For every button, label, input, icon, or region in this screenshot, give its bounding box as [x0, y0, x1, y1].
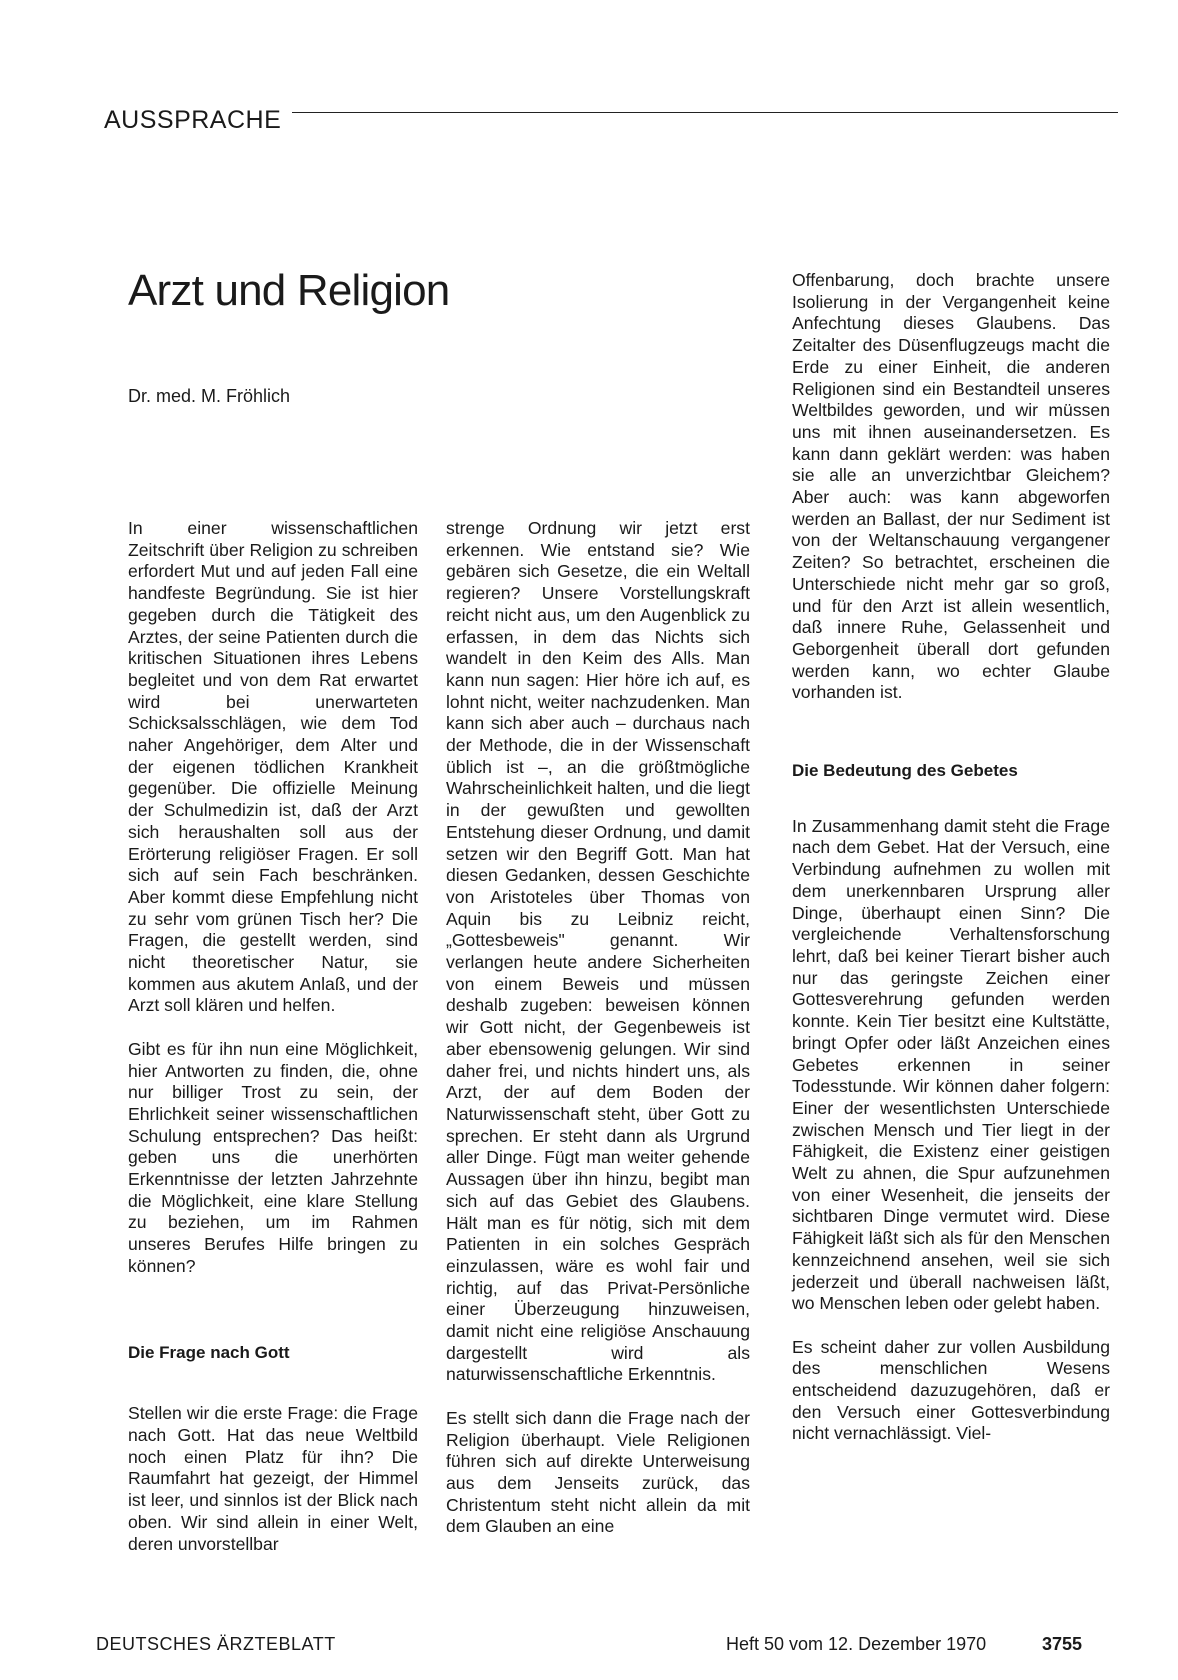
text-column-1: [128, 518, 418, 1577]
paragraph: In Zusammenhang damit steht die Frage nach dem Gebet. Hat der Versuch, eine Verbindung aufnehmen zu wollen mit dem unerkennbaren Ursprung aller Dinge, überhaupt einen Sinn? Die vergleichende Verhaltensforschung lehrt, daß bei keiner Tierart bisher auch nur das geringste Zeichen einer Gottesverehrung gefunden werden konnte. Kein Tier besitzt eine Kultstätte, bringt Opfer oder läßt Anzeichen eines Gebetes erkennen in seiner Todesstunde. Wir können daher folgern: Einer der wesentlichsten Unterschiede zwischen Mensch und Tier liegt in der Fähigkeit, die Existenz einer geistigen Welt zu ahnen, die Spur aufzunehmen von einer Wesenheit, die jenseits der sichtbaren Dinge vermutet wird. Diese Fähigkeit läßt sich als für den Menschen kennzeichnend ansehen, weil sie sich jederzeit und überall nachweisen läßt, wo Menschen leben oder gelebt haben.: [792, 815, 1110, 1314]
header-rule: [292, 112, 1118, 113]
paragraph: Gibt es für ihn nun eine Möglichkeit, hier Antworten zu finden, die, ohne nur billiger Trost zu sein, der Ehrlichkeit seiner wissenschaftlichen Schulung entsprechen? Das heißt: geben uns die unerhörten Erkenntnisse der letzten Jahrzehnte die Möglichkeit, eine klare Stellung zu beziehen, um im Rahmen unseres Berufes Hilfe bringen zu können?: [128, 1038, 418, 1276]
section-heading: Die Frage nach Gott: [128, 1342, 290, 1362]
paragraph: In einer wissenschaftlichen Zeitschrift über Religion zu schreiben erfordert Mut und auf jeden Fall eine handfeste Begründung. Sie ist hier gegeben durch die Tätigkeit des Arztes, der seine Patienten durch die kritischen Situationen ihres Lebens begleitet und von dem Rat erwartet wird bei unerwarteten Schicksalsschlägen, wie dem Tod naher Angehöriger, dem Alter und der eigenen tödlichen Krankheit gegenüber. Die offizielle Meinung der Schulmedizin ist, daß der Arzt sich heraushalten soll aus der Erörterung religiöser Fragen. Er soll sich auf sein Fach beschränken. Aber kommt diese Empfehlung nicht zu sehr vom grünen Tisch her? Die Fragen, die gestellt werden, sind nicht theoretischer Natur, sie kommen aus akutem Anlaß, und der Arzt soll klären und helfen.: [128, 518, 418, 1016]
page-number: 3755: [1042, 1634, 1083, 1654]
paragraph: Stellen wir die erste Frage: die Frage nach Gott. Hat das neue Weltbild noch einen Platz für ihn? Die Raumfahrt hat gezeigt, der Himmel ist leer, und sinnlos ist der Blick nach oben. Wir sind allein in einer Welt, deren unvorstellbar: [128, 1403, 418, 1554]
article-author: Dr. med. M. Fröhlich: [128, 386, 291, 406]
section-heading: Die Bedeutung des Gebetes: [792, 761, 1018, 781]
article-title: Arzt und Religion: [128, 266, 450, 315]
issue-info: Heft 50 vom 12. Dezember 1970: [726, 1634, 987, 1654]
section-label: AUSSPRACHE: [104, 106, 282, 134]
paragraph: Es scheint daher zur vollen Ausbildung des menschlichen Wesens entscheidend dazuzugehören, daß er den Versuch einer Gottesverbindung nicht vernachlässigt. Viel-: [792, 1336, 1110, 1444]
paragraph: Es stellt sich dann die Frage nach der Religion überhaupt. Viele Religionen führen sich auf direkte Unterweisung aus dem Jenseits zurück, das Christentum steht nicht allein da mit dem Glauben an eine: [446, 1407, 750, 1537]
journal-name: DEUTSCHES ÄRZTEBLATT: [96, 1634, 336, 1654]
paragraph: strenge Ordnung wir jetzt erst erkennen. Wie entstand sie? Wie gebären sich Gesetze, die ein Weltall regieren? Unsere Vorstellungskraft reicht nicht aus, um den Augenblick zu erfassen, in dem das Nichts sich wandelt in den Keim des Alls. Man kann nun sagen: Hier höre ich auf, es lohnt nicht, weiter nachzudenken. Man kann sich aber auch – durchaus nach der Methode, die in der Wissenschaft üblich ist –, an die größtmögliche Wahrscheinlichkeit halten, und die liegt in der gewußten und gewollten Entstehung dieser Ordnung, und damit setzen wir den Begriff Gott. Man hat diesen Gedanken, dessen Geschichte von Aristoteles über Thomas von Aquin bis zu Leibniz reicht, „Gottesbeweis" genannt. Wir verlangen heute andere Sicherheiten von einem Beweis und müssen deshalb zugeben: beweisen können wir Gott nicht, der Gegenbeweis ist aber ebensowenig gelungen. Wir sind daher frei, und nichts hindert uns, als Arzt, der auf dem Boden der Naturwissenschaft steht, über Gott zu sprechen. Er steht dann als Urgrund aller Dinge. Fügt man weiter gehende Aussagen über ihn hinzu, begibt man sich auf das Gebiet des Glaubens. Hält man es für nötig, sich mit dem Patienten in ein solches Gespräch einzulassen, wäre es wohl fair und richtig, auf das Privat-Persönliche einer Überzeugung hinzuweisen, damit nicht eine religiöse Anschauung dargestellt wird als naturwissenschaftliche Erkenntnis.: [446, 518, 750, 1385]
text-column-2: [446, 518, 750, 1560]
text-column-3: [792, 270, 1110, 1467]
paragraph: Offenbarung, doch brachte unsere Isolierung in der Vergangenheit keine Anfechtung dieses Glaubens. Das Zeitalter des Düsenflugzeugs macht die Erde zu einer Einheit, die anderen Religionen sind ein Bestandteil unseres Weltbildes geworden, und wir müssen uns mit ihnen auseinandersetzen. Es kann dann geklärt werden: was haben sie alle an unverzichtbar Gleichem? Aber auch: was kann abgeworfen werden an Ballast, der nur Sediment ist von der Weltanschauung vergangener Zeiten? So betrachtet, erscheinen die Unterschiede nicht mehr gar so groß, und für den Arzt ist allein wesentlich, daß innere Ruhe, Gelassenheit und Geborgenheit überall dort gefunden werden kann, wo echter Glaube vorhanden ist.: [792, 270, 1110, 703]
